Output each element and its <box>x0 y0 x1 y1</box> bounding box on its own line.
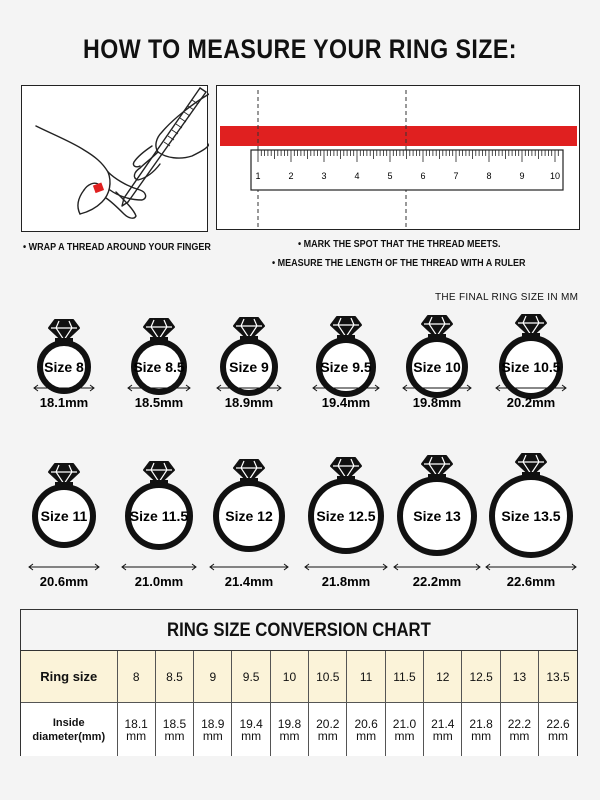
ring-mm-label: 21.8mm <box>321 574 371 589</box>
diameter-cell: 21.4 mm <box>424 703 462 757</box>
chart-title: RING SIZE CONVERSION CHART <box>21 610 577 651</box>
diameter-cell: 20.2 mm <box>309 703 347 757</box>
ring-size-label: Size 13 <box>413 508 461 524</box>
ring-mm-label: 22.2mm <box>412 574 462 589</box>
ring-mm-label: 18.5mm <box>134 395 184 410</box>
ring-size-10 <box>305 458 387 589</box>
hand-illustration-panel <box>21 85 208 232</box>
ring-size-4 <box>313 317 379 410</box>
ring-size-row <box>21 651 577 703</box>
ring-size-label: Size 9.5 <box>320 359 372 375</box>
inside-diameter-header <box>21 703 117 757</box>
diameter-header-line2: diameter(mm) <box>32 730 106 743</box>
ring-size-cell: 10.5 <box>309 651 347 703</box>
ring-size-12 <box>486 454 576 589</box>
instruction-mark: • MARK THE SPOT THAT THE THREAD MEETS. <box>298 239 501 250</box>
diameter-cell: 19.8 mm <box>270 703 308 757</box>
diameter-cell: 19.4 mm <box>232 703 270 757</box>
ring-size-cell: 9.5 <box>232 651 270 703</box>
diameter-cell: 21.8 mm <box>462 703 500 757</box>
ring-mm-label: 20.2mm <box>506 395 556 410</box>
ruler-tick-label: 3 <box>321 171 327 181</box>
ring-size-11 <box>394 456 480 589</box>
ring-mm-label: 22.6mm <box>506 574 556 589</box>
ruler-tick-label: 1 <box>255 171 261 181</box>
ring-size-label: Size 13.5 <box>501 508 561 524</box>
ring-size-cell: 11.5 <box>385 651 423 703</box>
ring-size-3 <box>217 318 281 410</box>
ring-size-cell: 9 <box>194 651 232 703</box>
thread-strip <box>220 126 577 146</box>
ring-size-cell: 13.5 <box>539 651 577 703</box>
ring-size-label: Size 9 <box>229 359 269 375</box>
ring-size-cell: 12.5 <box>462 651 500 703</box>
diameter-cell: 18.9 mm <box>194 703 232 757</box>
thread-mark <box>93 183 104 194</box>
ruler-illustration <box>217 86 581 231</box>
ring-size-label: Size 12.5 <box>316 508 376 524</box>
ruler-tick-label: 7 <box>453 171 459 181</box>
ruler-tick-label: 8 <box>486 171 492 181</box>
ring-size-label: Size 8 <box>44 359 84 375</box>
ring-mm-label: 21.0mm <box>134 574 184 589</box>
ring-size-cell: 10 <box>270 651 308 703</box>
ring-size-label: Size 8.5 <box>133 359 185 375</box>
ring-mm-label: 21.4mm <box>224 574 274 589</box>
ring-size-label: Size 10.5 <box>501 359 561 375</box>
diameter-cell: 21.0 mm <box>385 703 423 757</box>
ring-size-7 <box>29 464 99 589</box>
ring-size-cell: 11 <box>347 651 385 703</box>
ring-mm-label: 18.1mm <box>39 395 89 410</box>
ring-size-label: Size 11 <box>40 508 88 524</box>
ring-mm-label: 20.6mm <box>39 574 89 589</box>
ruler-tick-label: 5 <box>387 171 393 181</box>
ruler-tick-label: 6 <box>420 171 426 181</box>
ring-size-5 <box>403 316 471 410</box>
ring-size-6 <box>496 315 566 410</box>
diameter-header-line1: Inside <box>52 716 85 729</box>
diameter-cell: 22.6 mm <box>539 703 577 757</box>
final-size-caption: THE FINAL RING SIZE IN MM <box>435 292 579 303</box>
ring-size-header: Ring size <box>21 651 117 703</box>
hand-thread-illustration <box>22 86 209 233</box>
ring-size-label: Size 10 <box>413 359 461 375</box>
conversion-table <box>21 651 577 756</box>
diameter-cell: 18.5 mm <box>155 703 193 757</box>
diameter-cell: 20.6 mm <box>347 703 385 757</box>
ring-size-cell: 12 <box>424 651 462 703</box>
ring-mm-label: 19.8mm <box>412 395 462 410</box>
ring-size-8 <box>122 462 196 589</box>
ring-size-cell: 8 <box>117 651 155 703</box>
diameter-cell: 22.2 mm <box>500 703 538 757</box>
ring-size-1 <box>34 320 94 410</box>
inside-diameter-row <box>21 703 577 757</box>
ring-size-cell: 13 <box>500 651 538 703</box>
ring-size-2 <box>128 319 190 410</box>
instruction-wrap: • WRAP A THREAD AROUND YOUR FINGER <box>23 242 211 253</box>
ring-mm-label: 19.4mm <box>321 395 371 410</box>
ring-size-grid <box>0 290 600 595</box>
instruction-measure: • MEASURE THE LENGTH OF THE THREAD WITH A RULER <box>272 258 526 269</box>
ring-size-conversion-chart <box>20 609 578 756</box>
ring-mm-label: 18.9mm <box>224 395 274 410</box>
ruler-tick-label: 10 <box>549 171 561 181</box>
diameter-cell: 18.1 mm <box>117 703 155 757</box>
ring-size-label: Size 11.5 <box>129 508 189 524</box>
page-title: HOW TO MEASURE YOUR RING SIZE: <box>83 34 517 64</box>
ring-size-cell: 8.5 <box>155 651 193 703</box>
ring-size-9 <box>210 460 288 589</box>
ruler-tick-label: 9 <box>519 171 525 181</box>
ring-size-label: Size 12 <box>225 508 273 524</box>
ruler-tick-label: 2 <box>288 171 294 181</box>
ruler-tick-label: 4 <box>354 171 360 181</box>
